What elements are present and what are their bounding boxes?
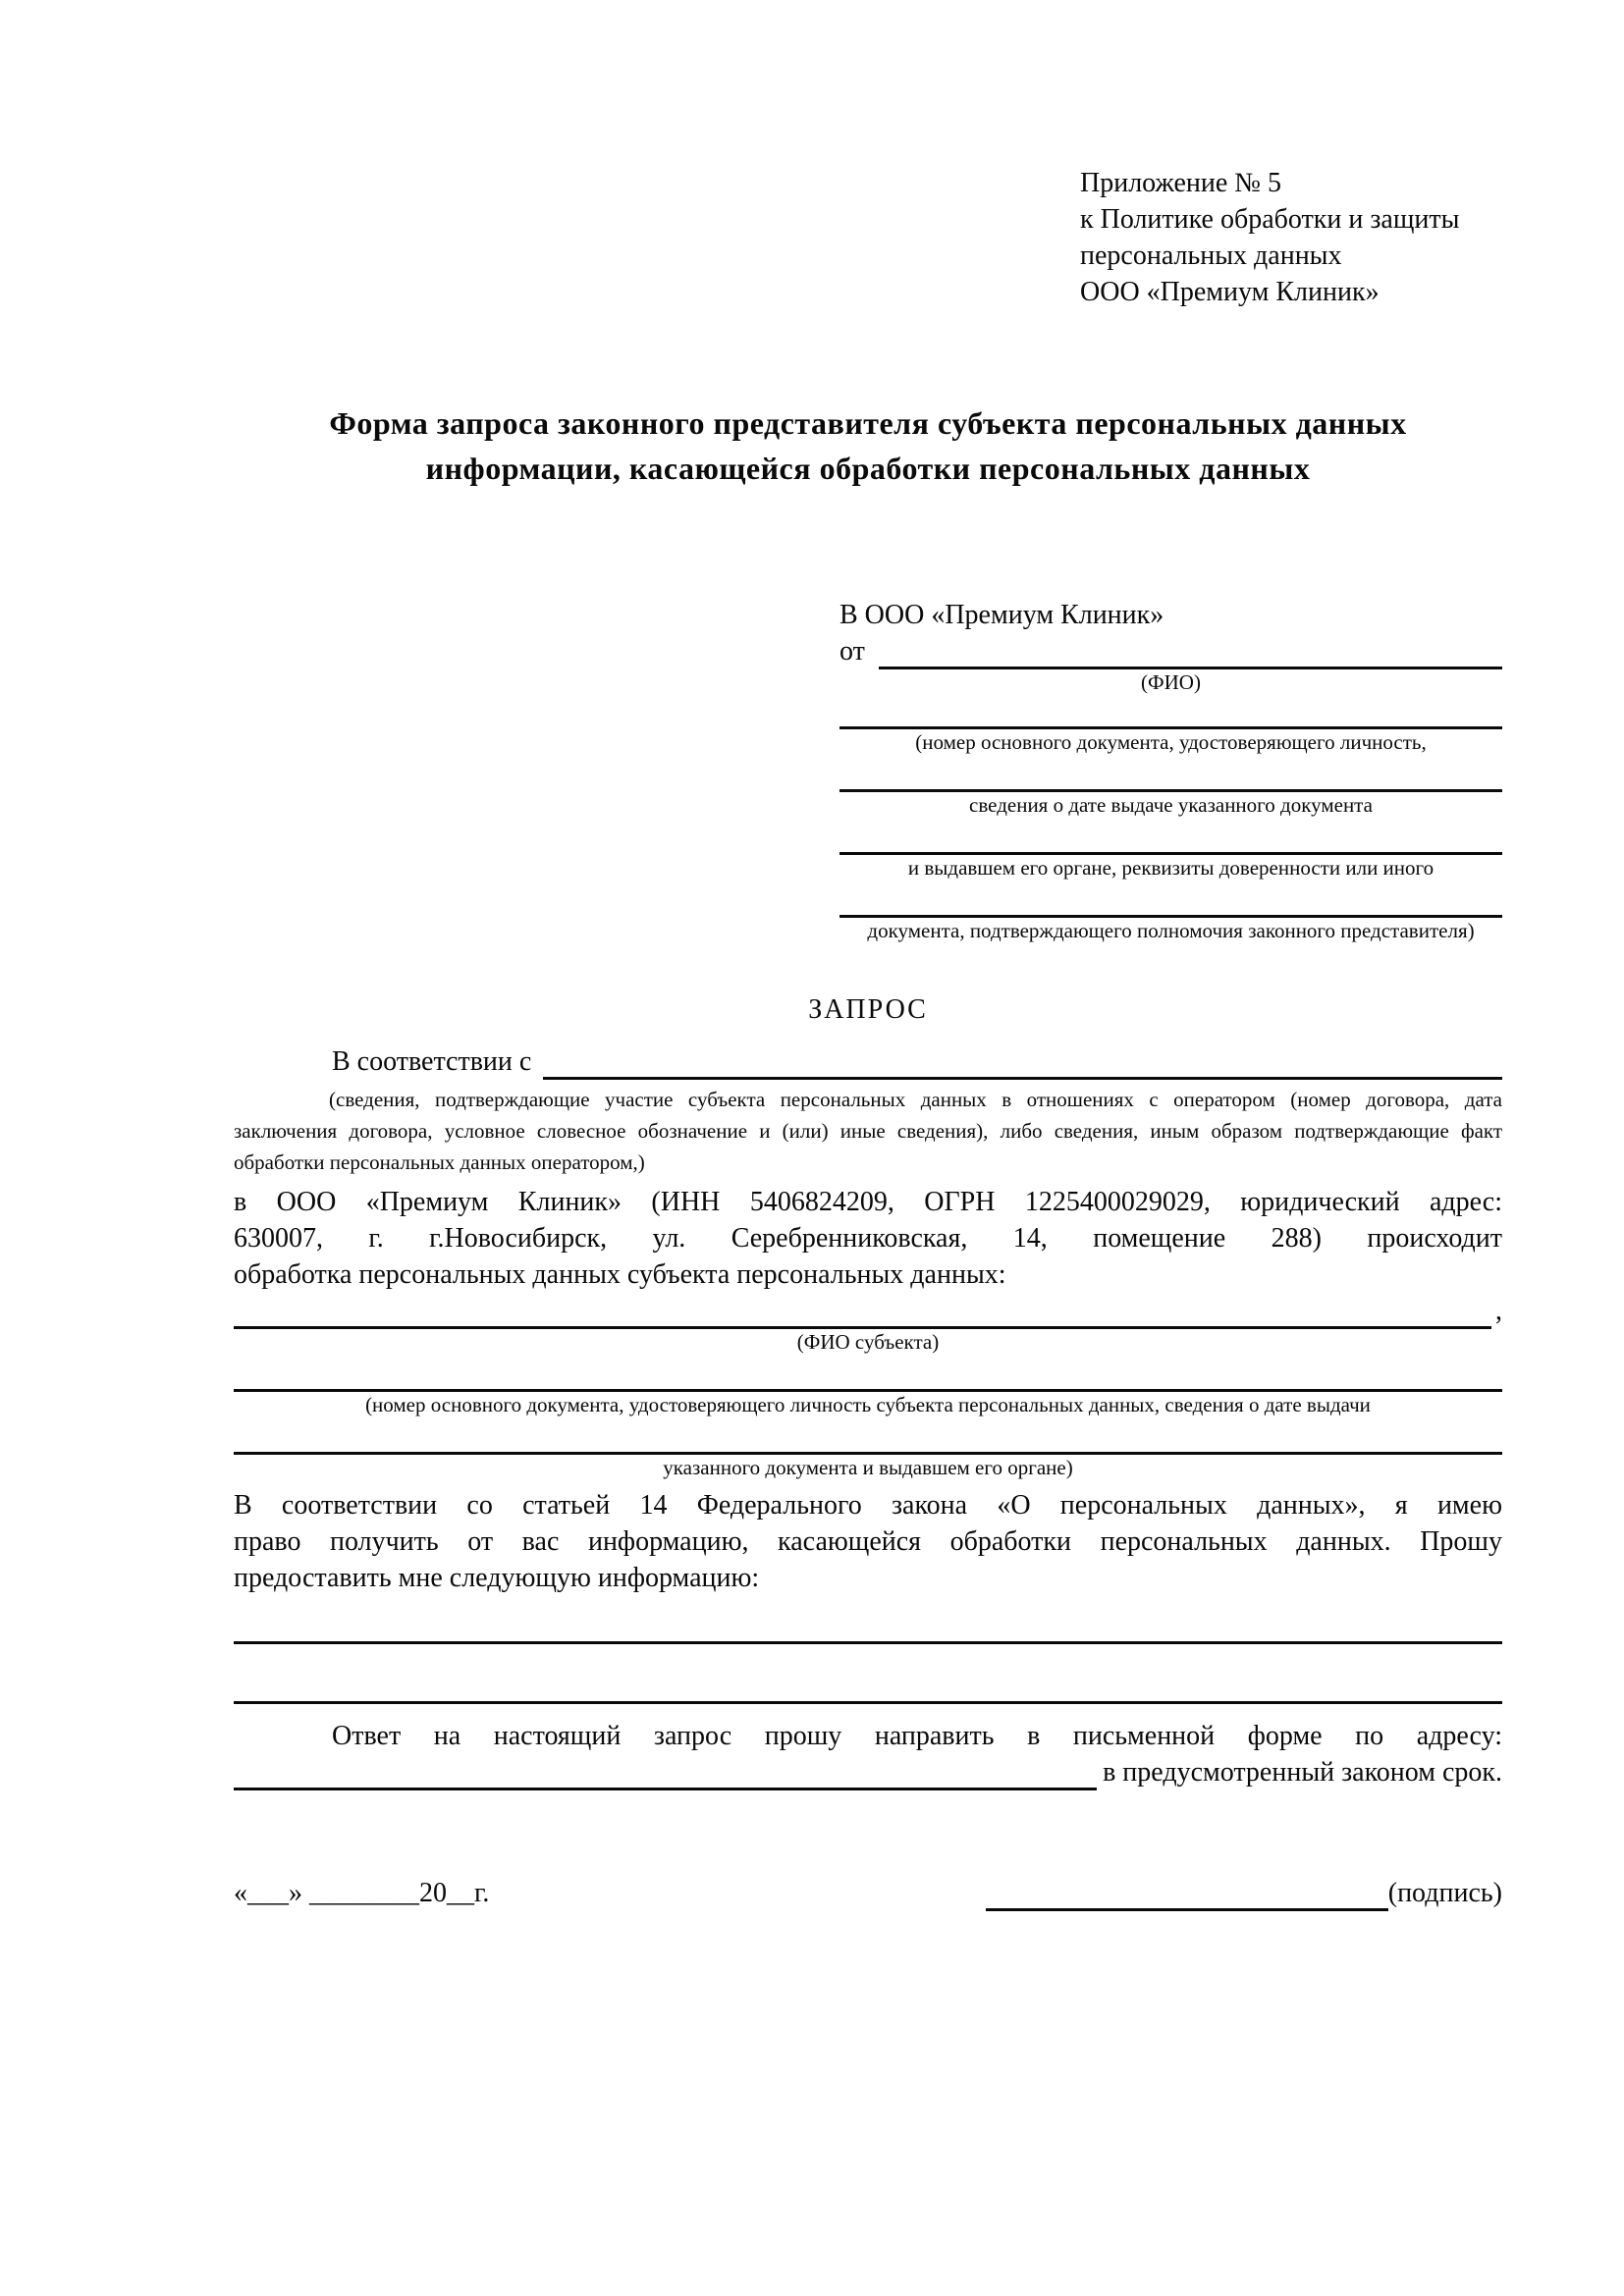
- reply-paragraph: Ответ на настоящий запрос прошу направить в письменной форме по адресу:: [332, 1721, 1502, 1751]
- subject-fio-caption: (ФИО субъекта): [796, 1330, 940, 1354]
- representative-doc-caption: и выдавшем его органе, реквизиты доверенности или иного: [907, 856, 1435, 880]
- reply-address-blank-line: [234, 1758, 1097, 1790]
- recipient-block: [839, 597, 1502, 944]
- reply-address-row: [234, 1754, 1502, 1790]
- intro-caption-line: (сведения, подтверждающие участие субъекта персональных данных в отношениях с оператором (номер договора, дата: [329, 1088, 1502, 1111]
- law-paragraph: [234, 1487, 1502, 1596]
- signature-block: [986, 1875, 1502, 1911]
- from-blank-line: [879, 637, 1502, 669]
- representative-doc-blank-line: [839, 696, 1502, 729]
- document-title-line: Форма запроса законного представителя субъекта персональных данных: [329, 405, 1407, 441]
- intro-blank-line: [543, 1047, 1502, 1080]
- appendix-reference: [1080, 165, 1502, 310]
- date-line: «___» ________20__г.: [234, 1878, 490, 1908]
- reply-tail-text: в предусмотренный законом срок.: [1103, 1757, 1502, 1788]
- operator-paragraph-line: 630007, г. г.Новосибирск, ул. Серебренниковская, 14, помещение 288) происходит: [234, 1223, 1502, 1254]
- law-paragraph-line: предоставить мне следующую информацию:: [234, 1563, 760, 1593]
- appendix-line: к Политике обработки и защиты: [1080, 204, 1460, 235]
- information-blank-line: [234, 1612, 1502, 1644]
- document-title-line: информации, касающейся обработки персональных данных: [425, 451, 1311, 486]
- footer-row: [234, 1875, 1502, 1911]
- operator-paragraph-line: обработка персональных данных субъекта персональных данных:: [234, 1259, 1006, 1290]
- subject-doc-blank-line: [234, 1418, 1502, 1455]
- intro-caption-line: заключения договора, условное словесное обозначение и (или) иные сведения), либо сведения, иным образом подтверждающие факт: [234, 1119, 1502, 1143]
- information-blank-line: [234, 1672, 1502, 1704]
- signature-blank-line: [986, 1879, 1388, 1911]
- from-label: от: [839, 636, 865, 667]
- subject-doc-caption: (номер основного документа, удостоверяющего личность субъекта персональных данных, сведения о дате выдачи: [365, 1393, 1371, 1416]
- appendix-line: ООО «Премиум Клиник»: [1080, 277, 1380, 307]
- representative-doc-blank-line: [839, 881, 1502, 918]
- intro-caption: [234, 1084, 1502, 1178]
- intro-caption-line: обработки персональных данных оператором,): [234, 1150, 645, 1174]
- representative-doc-blank-line: [839, 819, 1502, 855]
- operator-paragraph-line: в ООО «Премиум Клиник» (ИНН 5406824209, ОГРН 1225400029029, юридический адрес:: [234, 1187, 1502, 1217]
- from-row: [839, 633, 1502, 669]
- subject-fio-blank-line: [234, 1303, 1491, 1329]
- subject-fio-row: [234, 1293, 1502, 1329]
- signature-caption: (подпись): [1387, 1878, 1502, 1908]
- request-heading: ЗАПРОС: [808, 994, 928, 1025]
- fio-caption: (ФИО): [1141, 670, 1201, 694]
- appendix-line: Приложение № 5: [1080, 168, 1281, 198]
- subject-doc-blank-line: [234, 1356, 1502, 1392]
- representative-doc-caption: сведения о дате выдаче указанного документа: [969, 793, 1373, 817]
- operator-paragraph: [234, 1184, 1502, 1293]
- law-paragraph-line: право получить от вас информацию, касающейся обработки персональных данных. Прошу: [234, 1526, 1502, 1557]
- law-paragraph-line: В соответствии со статьей 14 Федерального закона «О персональных данных», я имею: [234, 1490, 1502, 1521]
- comma-text: ,: [1495, 1296, 1502, 1326]
- representative-doc-caption: (номер основного документа, удостоверяющего личность,: [915, 730, 1427, 754]
- recipient-to: В ООО «Премиум Клиник»: [839, 600, 1164, 630]
- document-title: [234, 400, 1502, 491]
- intro-row: [234, 1043, 1502, 1080]
- representative-doc-blank-line: [839, 756, 1502, 792]
- intro-label: В соответствии с: [332, 1046, 532, 1077]
- representative-doc-caption: документа, подтверждающего полномочия законного представителя): [867, 919, 1475, 942]
- appendix-line: персональных данных: [1080, 240, 1342, 271]
- subject-doc-caption: указанного документа и выдавшем его органе): [663, 1456, 1073, 1479]
